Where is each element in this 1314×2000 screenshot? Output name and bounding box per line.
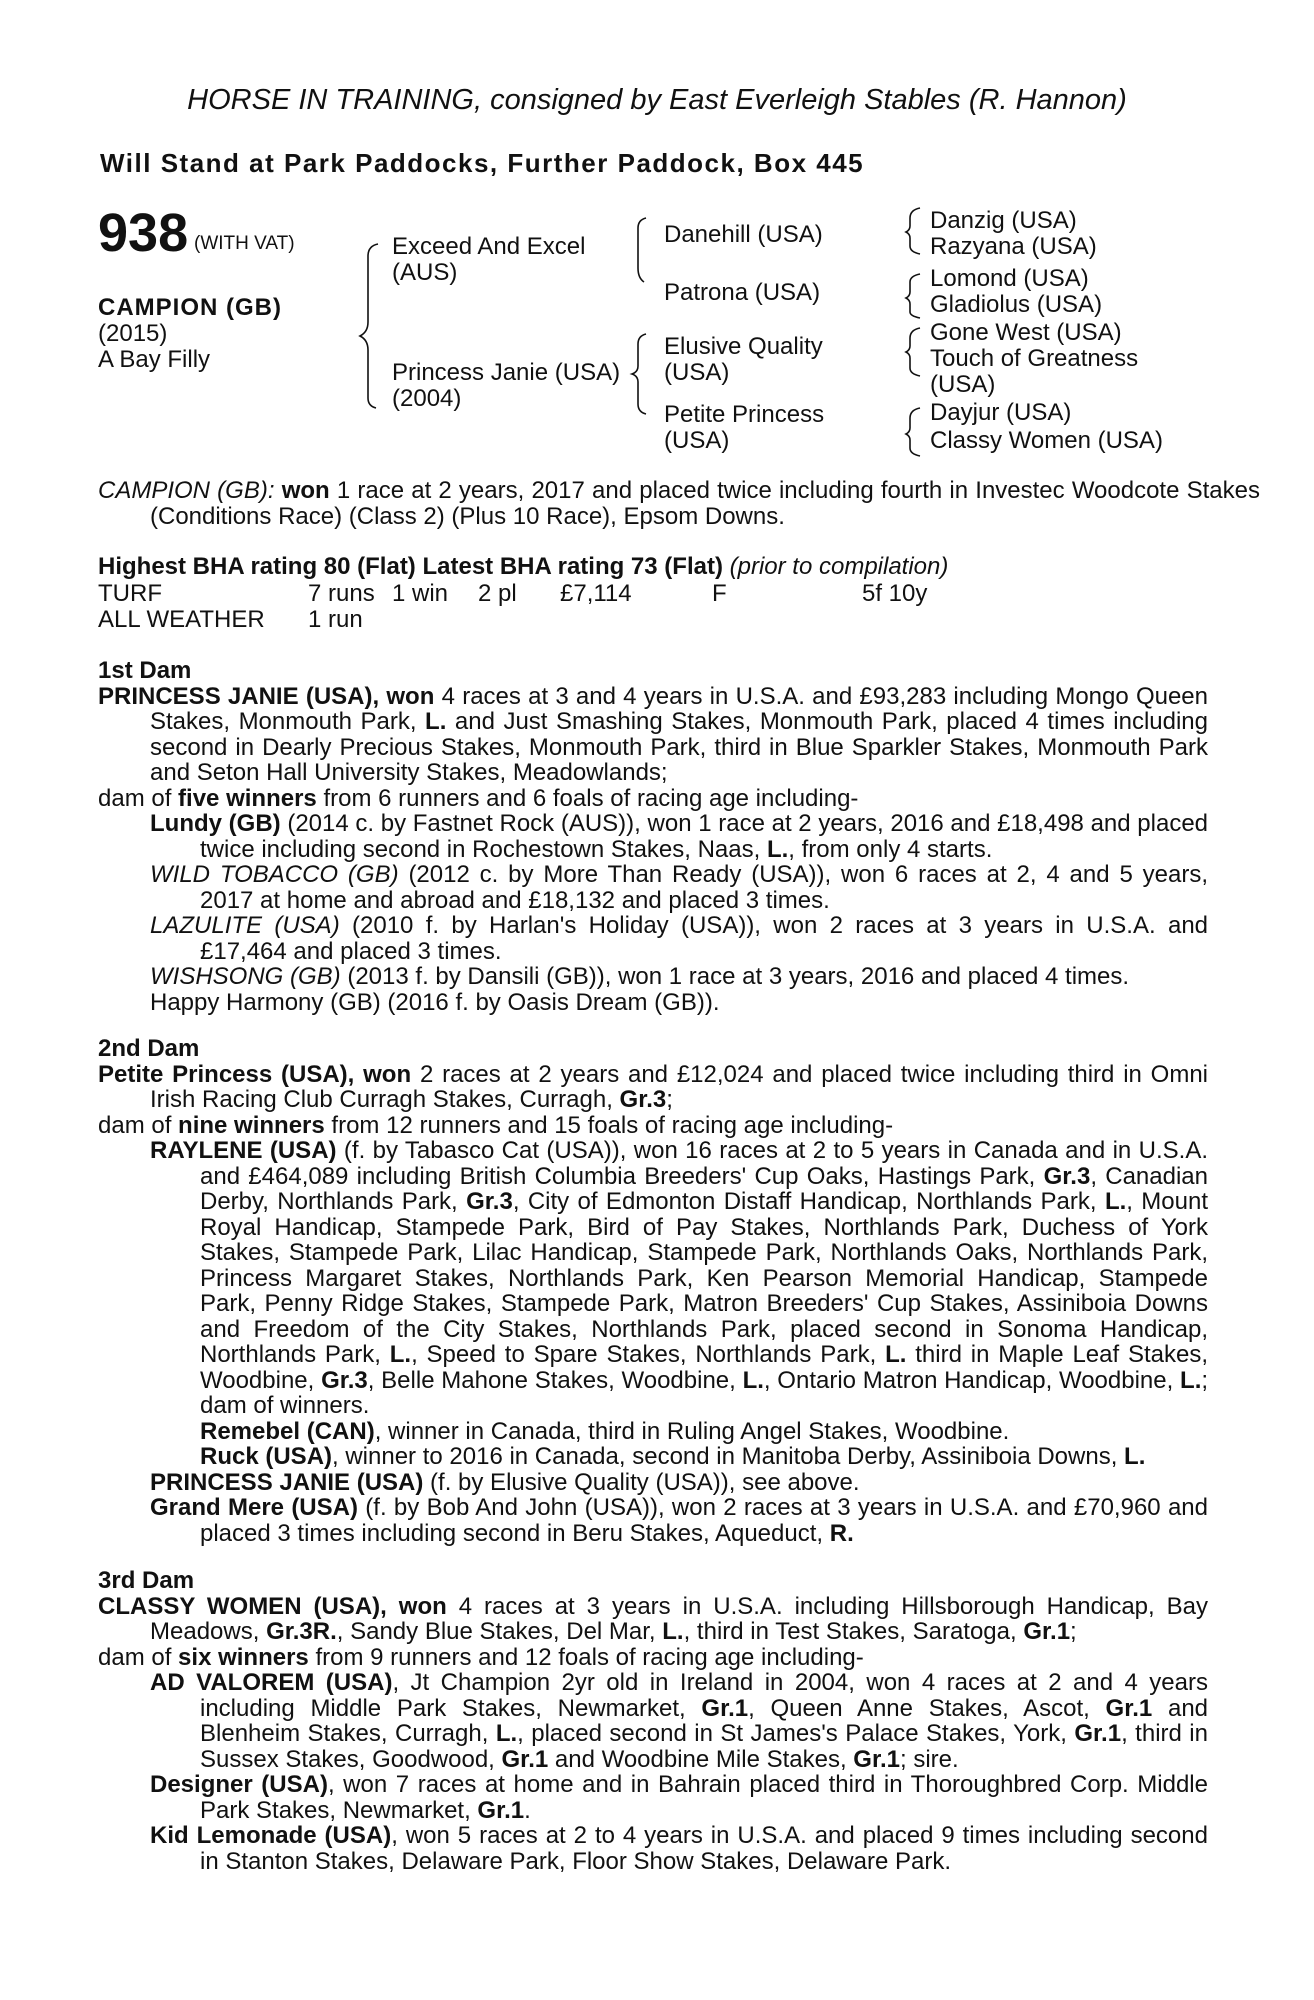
progeny-text: , Mount Royal Handicap, Stampede Park, Bird of Pay Stakes, Northlands Park, Duchess of York Stakes, Stampede Park, Lilac Handicap, Stampede Park, Northlands Oaks, Northlands Park, Princess Margaret Stakes, Northlands Park, Ken Pearson Memorial Handicap, Stampede Park, Penny Ridge Stakes, Stampede Park, Matron Breeders' Cup Stakes, Assiniboia Downs and Freedom of the City Stakes, Northlands Park, placed second in Sonoma Handicap, Northlands Park, — [200, 1188, 1209, 1368]
progeny-tail: , from only 4 starts. — [788, 835, 993, 863]
race-summary — [98, 478, 1260, 529]
progeny-name: Lundy (GB) — [150, 810, 281, 837]
dam1-progeny-5 — [98, 990, 1208, 1016]
progeny-grade: Gr.3 — [321, 1366, 368, 1394]
progeny-text: and Woodbine Mile Stakes, — [554, 1745, 847, 1773]
turf-placed: 2 pl — [478, 580, 517, 607]
pedigree-bracket-sd — [906, 274, 920, 318]
dam3-grade: Gr.3R. — [266, 1618, 337, 1645]
pedigree-sire-dam: Patrona (USA) — [664, 279, 821, 306]
dam2-record: Petite Princess (USA), won 2 races at 2 years and £12,024 and placed twice including third in Omni Irish Racing Club Curragh Stakes, Curragh, Gr.3; — [98, 1060, 1209, 1113]
dam2-grandprogeny-ruck — [98, 1444, 1208, 1470]
dam3-dam-of — [98, 1645, 1208, 1671]
horse-year: (2015) — [98, 320, 168, 347]
dam2-text1: 2 races at 2 years and £12,024 and placed twice including third in Omni Irish Racing Club Curragh Stakes, Curragh, — [150, 1060, 1209, 1113]
pedigree-bracket-dd — [906, 408, 920, 456]
dam3-progeny-designer: Designer (USA), won 7 races at home and in Bahrain placed third in Thoroughbred Corp. Middle Park Stakes, Newmarket, Gr.1. — [150, 1771, 1208, 1824]
horse-description: A Bay Filly — [98, 346, 211, 373]
dam1-progeny-2 — [98, 862, 1208, 913]
pedigree-ssd: Razyana (USA) — [930, 233, 1097, 260]
pedigree-ddd: Classy Women (USA) — [930, 427, 1163, 454]
progeny-text: (2014 c. by Fastnet Rock (AUS)), won 1 race at 2 years, 2016 and £18,498 and placed twice including second in Rochestown Stakes, Naas, — [200, 810, 1209, 863]
progeny-name: LAZULITE (USA) — [150, 912, 340, 939]
pedigree-dds: Dayjur (USA) — [930, 399, 1072, 426]
progeny-text: , won 5 races at 2 to 4 years in U.S.A. and placed 9 times including second in Stanton Stakes, Delaware Park, Floor Show Stakes, Delaware Park. — [200, 1822, 1208, 1875]
aw-runs: 1 run — [308, 606, 363, 633]
progeny-text: , won 7 races at home and in Bahrain placed third in Thoroughbred Corp. Middle Park Stakes, Newmarket, — [200, 1771, 1208, 1824]
dam1-progeny-3 — [98, 913, 1208, 964]
dam1-dam-of — [98, 786, 1208, 812]
progeny-grade: Gr.1 — [1074, 1720, 1122, 1747]
dam2-won: won — [363, 1060, 412, 1088]
dam3-heading: 3rd Dam — [98, 1567, 195, 1594]
progeny-grade: Gr.1 — [1105, 1694, 1153, 1722]
progeny-name: Kid Lemonade (USA) — [150, 1822, 392, 1849]
progeny-text: (2012 c. by More Than Ready (USA)), won 6 races at 2, 4 and 5 years, 2017 at home and abroad and £18,132 and placed 3 times. — [200, 861, 1208, 914]
progeny-name: AD VALOREM (USA) — [150, 1669, 393, 1696]
lot-number: 938 — [98, 203, 189, 263]
dam2-name: Petite Princess (USA), — [98, 1060, 355, 1088]
rating-note: (prior to compilation) — [729, 553, 949, 580]
progeny-grade: Gr.1 — [853, 1745, 900, 1773]
aw-label: ALL WEATHER — [98, 606, 265, 633]
dam1-record — [98, 684, 1208, 786]
dam3-text2: , Sandy Blue Stakes, Del Mar, — [336, 1618, 656, 1645]
turf-going: F — [712, 580, 727, 607]
progeny-text: (f. by Tabasco Cat (USA)), won 16 races at 2 to 5 years in Canada and in U.S.A. and £464,089 including British Columbia Breeders' Cup Oaks, Hastings Park, — [200, 1137, 1208, 1190]
summary-name: CAMPION (GB): — [98, 477, 275, 504]
progeny-text: , City of Edmonton Distaff Handicap, Northlands Park, — [512, 1188, 1097, 1215]
progeny-name: Designer (USA) — [150, 1771, 328, 1798]
progeny-text: third in Maple Leaf Stakes, Woodbine, — [200, 1341, 1209, 1394]
dam1-winners: five winners — [178, 784, 317, 812]
dam3-record: CLASSY WOMEN (USA), won 4 races at 3 years in U.S.A. including Hillsborough Handicap, Bay Meadows, Gr.3R., Sandy Blue Stakes, Del Mar, L., third in Test Stakes, Saratoga, Gr.1; — [98, 1592, 1209, 1645]
progeny-grade: Gr.1 — [501, 1745, 549, 1773]
dam1-listed: L. — [425, 708, 447, 735]
dam3-progeny-kid-lemonade — [98, 1823, 1208, 1874]
progeny-text: (2013 f. by Dansili (GB)), won 1 race at 3 years, 2016 and placed 4 times. — [347, 963, 1130, 990]
progeny-text: ; sire. — [900, 1745, 959, 1773]
dam1-name: PRINCESS JANIE (USA), — [98, 682, 380, 710]
progeny-grade: Gr.1 — [477, 1796, 525, 1824]
pedigree-sdd: Gladiolus (USA) — [930, 291, 1103, 318]
turf-wins: 1 win — [392, 580, 449, 607]
pedigree-bracket-ss — [906, 208, 920, 254]
progeny-text: , Belle Mahone Stakes, Woodbine, — [367, 1366, 736, 1394]
progeny-name: PRINCESS JANIE (USA) — [150, 1468, 424, 1496]
progeny-name: Grand Mere (USA) — [150, 1494, 358, 1521]
location-line: Will Stand at Park Paddocks, Further Paddock, Box 445 — [100, 148, 865, 178]
pedigree-dss: Gone West (USA) — [930, 319, 1122, 346]
progeny-listed: L. — [495, 1720, 518, 1747]
progeny-text: , Jt Champion 2yr old in Ireland in 2004, won 4 races at 2 and 4 years including Middle Park Stakes, Newmarket, — [200, 1669, 1208, 1722]
dam1-progeny-1 — [98, 811, 1208, 862]
progeny-name: Remebel (CAN) — [200, 1417, 375, 1445]
dam3-name: CLASSY WOMEN (USA), — [98, 1592, 387, 1620]
pedigree-bracket-sire — [638, 218, 646, 282]
progeny-text: , Ontario Matron Handicap, Woodbine, — [763, 1366, 1174, 1394]
pedigree-dsd: Touch of Greatness (USA) — [930, 345, 1139, 398]
dam1-dam-of-suffix: from 6 runners and 6 foals of racing age including- — [323, 784, 859, 812]
pedigree-bracket-main — [360, 244, 378, 408]
progeny-restricted: R. — [829, 1519, 854, 1547]
dam2-heading: 2nd Dam — [98, 1035, 200, 1062]
dam1-text1: 4 races at 3 and 4 years in U.S.A. and £93,283 including Mongo Queen Stakes, Monmouth Park, — [150, 682, 1209, 735]
progeny-text: , winner in Canada, third in Ruling Angel Stakes, Woodbine. — [374, 1417, 1010, 1445]
dam1-won: won — [386, 682, 435, 710]
dam2-dam-of — [98, 1113, 1208, 1139]
dam3-listed: L. — [662, 1618, 684, 1645]
dam3-progeny-ad-valorem — [98, 1670, 1208, 1772]
progeny-listed: L. — [766, 835, 789, 863]
progeny-listed: L. — [1180, 1366, 1202, 1394]
dam1-text2: and Just Smashing Stakes, Monmouth Park, placed 4 times including second in Dearly Precious Stakes, Monmouth Park, third in Blue Sparkler Stakes, Monmouth Park and Seton Hall University Stakes, Meadowlands; — [150, 708, 1208, 786]
horse-name: CAMPION (GB) — [98, 294, 282, 321]
progeny-text: Happy Harmony (GB) (2016 f. by Oasis Dream (GB)). — [150, 988, 720, 1016]
pedigree-brackets — [0, 0, 1314, 470]
dam3-text3: , third in Test Stakes, Saratoga, — [683, 1618, 1017, 1645]
dam2-winners: nine winners — [178, 1111, 325, 1139]
progeny-listed: L. — [1104, 1188, 1127, 1215]
catalogue-title: HORSE IN TRAINING, consigned by East Everleigh Stables (R. Hannon) — [187, 84, 1127, 116]
progeny-text: ; dam of winners. — [200, 1366, 1209, 1419]
progeny-listed: L. — [389, 1341, 412, 1368]
vat-label: (WITH VAT) — [194, 233, 295, 254]
progeny-text: (f. by Bob And John (USA)), won 2 races at 3 years in U.S.A. and £70,960 and placed 3 times including second in Beru Stakes, Aqueduct, — [200, 1494, 1208, 1547]
progeny-text: , Canadian Derby, Northlands Park, — [200, 1162, 1209, 1215]
progeny-text: , Speed to Spare Stakes, Northlands Park, — [411, 1341, 877, 1368]
pedigree-dam: Princess Janie (USA) (2004) — [392, 359, 621, 412]
progeny-grade: Gr.3 — [1043, 1162, 1091, 1190]
progeny-grade: Gr.3 — [466, 1188, 513, 1215]
dam1-dam-of-prefix: dam of — [98, 784, 172, 812]
pedigree-dam-sire: Elusive Quality (USA) — [664, 333, 823, 386]
turf-prize: £7,114 — [560, 580, 632, 607]
progeny-text: , third in Sussex Stakes, Goodwood, — [200, 1720, 1208, 1773]
dam1-section — [98, 658, 1208, 1015]
turf-label: TURF — [98, 580, 162, 607]
dam1-progeny-4 — [98, 964, 1208, 990]
rating-line — [98, 554, 1208, 580]
progeny-name: Ruck (USA) — [200, 1443, 333, 1470]
dam2-dam-of-suffix: from 12 runners and 15 foals of racing age including- — [331, 1111, 894, 1139]
dam3-won: won — [398, 1592, 447, 1620]
dam3-text1: 4 races at 3 years in U.S.A. including Hillsborough Handicap, Bay Meadows, — [150, 1592, 1209, 1645]
pedigree-dam-dam: Petite Princess (USA) — [664, 401, 825, 454]
dam2-progeny-grand-mere — [98, 1495, 1208, 1546]
summary-text: 1 race at 2 years, 2017 and placed twice including fourth in Investec Woodcote Stakes (Conditions Race) (Class 2) (Plus 10 Race), Epsom Downs. — [150, 477, 1260, 530]
progeny-name: WILD TOBACCO (GB) — [150, 861, 399, 888]
progeny-listed: L. — [742, 1366, 764, 1394]
pedigree-sire-sire: Danehill (USA) — [664, 221, 823, 248]
progeny-listed: L. — [885, 1341, 907, 1368]
progeny-text: , placed second in St James's Palace Stakes, York, — [517, 1720, 1067, 1747]
dam2-dam-of-prefix: dam of — [98, 1111, 172, 1139]
dam3-winners: six winners — [178, 1643, 309, 1671]
dam3-section — [98, 1568, 1208, 1874]
dam2-grandprogeny-remebel — [98, 1419, 1208, 1445]
dam2-progeny-raylene — [98, 1138, 1208, 1419]
progeny-text: , Queen Anne Stakes, Ascot, — [748, 1694, 1090, 1722]
dam3-dam-of-suffix: from 9 runners and 12 foals of racing age including- — [315, 1643, 864, 1671]
dam2-progeny-princess-janie — [98, 1470, 1208, 1496]
progeny-grade: Gr.1 — [701, 1694, 749, 1722]
progeny-name: RAYLENE (USA) — [150, 1137, 337, 1164]
dam2-section — [98, 1036, 1208, 1546]
pedigree-sds: Lomond (USA) — [930, 265, 1089, 292]
pedigree-sire: Exceed And Excel (AUS) — [392, 233, 586, 286]
progeny-name: WISHSONG (GB) — [150, 963, 341, 990]
progeny-listed: L. — [1124, 1443, 1146, 1470]
dam3-grade: Gr.1 — [1023, 1618, 1071, 1645]
progeny-text: , winner to 2016 in Canada, second in Manitoba Derby, Assiniboia Downs, — [332, 1443, 1118, 1470]
dam2-grade: Gr.3 — [619, 1086, 667, 1113]
pedigree-sss: Danzig (USA) — [930, 207, 1077, 234]
progeny-text: and Blenheim Stakes, Curragh, — [200, 1694, 1209, 1747]
dam3-dam-of-prefix: dam of — [98, 1643, 172, 1671]
dam1-heading: 1st Dam — [98, 657, 192, 684]
summary-won: won — [281, 477, 330, 504]
progeny-text: (2010 f. by Harlan's Holiday (USA)), won 2 races at 3 years in U.S.A. and £17,464 and placed 3 times. — [200, 912, 1209, 965]
pedigree-bracket-ds — [906, 328, 920, 376]
rating-headline: Highest BHA rating 80 (Flat) Latest BHA rating 73 (Flat) — [98, 553, 723, 580]
progeny-text: (f. by Elusive Quality (USA)), see above. — [430, 1468, 860, 1496]
turf-runs: 7 runs — [308, 580, 375, 607]
turf-distance: 5f 10y — [862, 580, 928, 607]
